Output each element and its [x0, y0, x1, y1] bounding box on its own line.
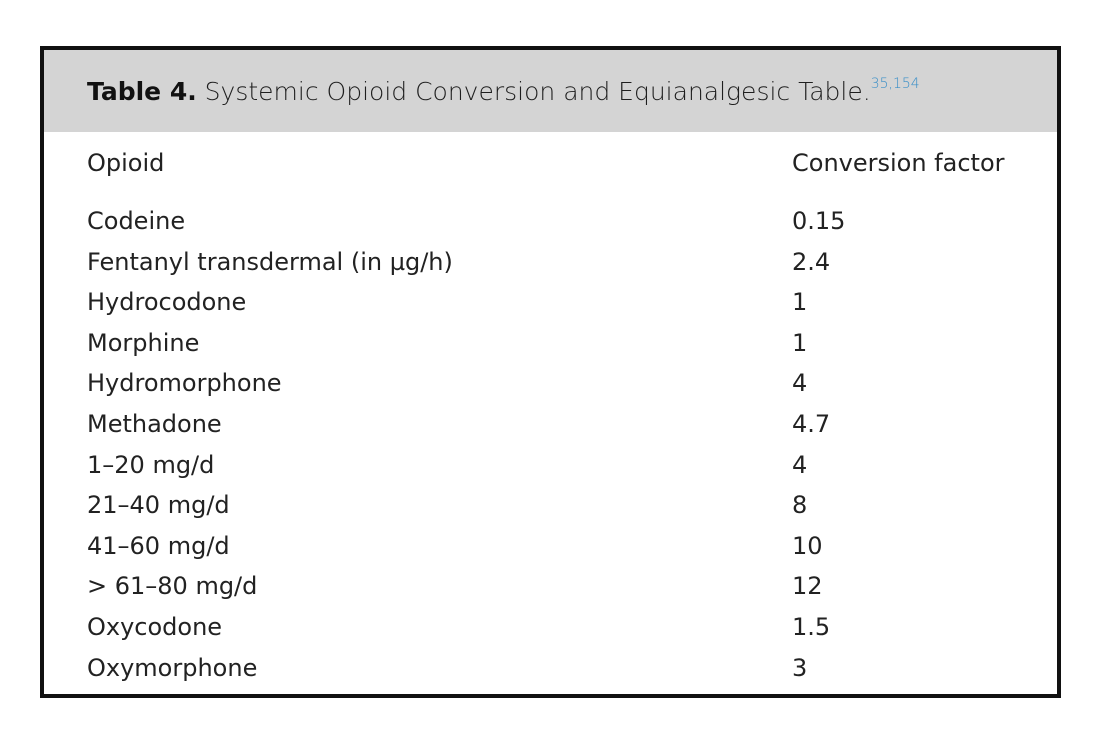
cell-opioid: Fentanyl transdermal (in µg/h): [87, 247, 453, 276]
table-header-row: [87, 146, 1057, 180]
cell-conversion-factor: 1.5: [792, 612, 831, 641]
cell-conversion-factor: 4.7: [792, 409, 831, 438]
table-row: [87, 326, 1057, 367]
cell-opioid: 1–20 mg/d: [87, 450, 215, 479]
caption-text: Systemic Opioid Conversion and Equianalgesic Table.: [204, 77, 871, 106]
table-row: [87, 366, 1057, 407]
table-row: [87, 407, 1057, 448]
table-row: [87, 569, 1057, 610]
cell-conversion-factor: 12: [792, 572, 823, 601]
cell-conversion-factor: 4: [792, 450, 808, 479]
cell-conversion-factor: 1: [792, 288, 808, 317]
cell-opioid: Codeine: [87, 207, 186, 235]
table-row: [87, 448, 1057, 489]
cell-conversion-factor: 4: [792, 369, 808, 398]
cell-conversion-factor: 8: [792, 491, 808, 520]
column-header-opioid: Opioid: [87, 149, 165, 177]
opioid-conversion-table: [40, 46, 1061, 698]
table-row: [87, 285, 1057, 326]
cell-conversion-factor: 0.15: [792, 207, 846, 235]
caption-bar: [44, 50, 1057, 132]
table-row: [87, 488, 1057, 529]
column-header-conversion-factor: Conversion factor: [792, 149, 1005, 177]
cell-opioid: Hydrocodone: [87, 288, 247, 317]
table-row: [87, 529, 1057, 570]
cell-opioid: Oxymorphone: [87, 653, 258, 682]
cell-conversion-factor: 3: [792, 653, 808, 682]
cell-opioid: 21–40 mg/d: [87, 491, 230, 520]
table-caption: [87, 76, 920, 108]
table-row: [87, 651, 1057, 692]
cell-opioid: Hydromorphone: [87, 369, 282, 398]
cell-conversion-factor: 1: [792, 328, 808, 357]
caption-references[interactable]: 35,154: [870, 76, 920, 92]
cell-conversion-factor: 10: [792, 531, 823, 560]
cell-opioid: Morphine: [87, 328, 200, 357]
table-row: [87, 204, 1057, 245]
cell-opioid: Methadone: [87, 409, 222, 438]
table-row: [87, 610, 1057, 651]
cell-conversion-factor: 2.4: [792, 247, 831, 276]
cell-opioid: > 61–80 mg/d: [87, 572, 258, 601]
table-body: [87, 204, 1057, 691]
cell-opioid: Oxycodone: [87, 612, 223, 641]
table-row: [87, 245, 1057, 286]
caption-label: Table 4.: [87, 77, 197, 106]
cell-opioid: 41–60 mg/d: [87, 531, 230, 560]
